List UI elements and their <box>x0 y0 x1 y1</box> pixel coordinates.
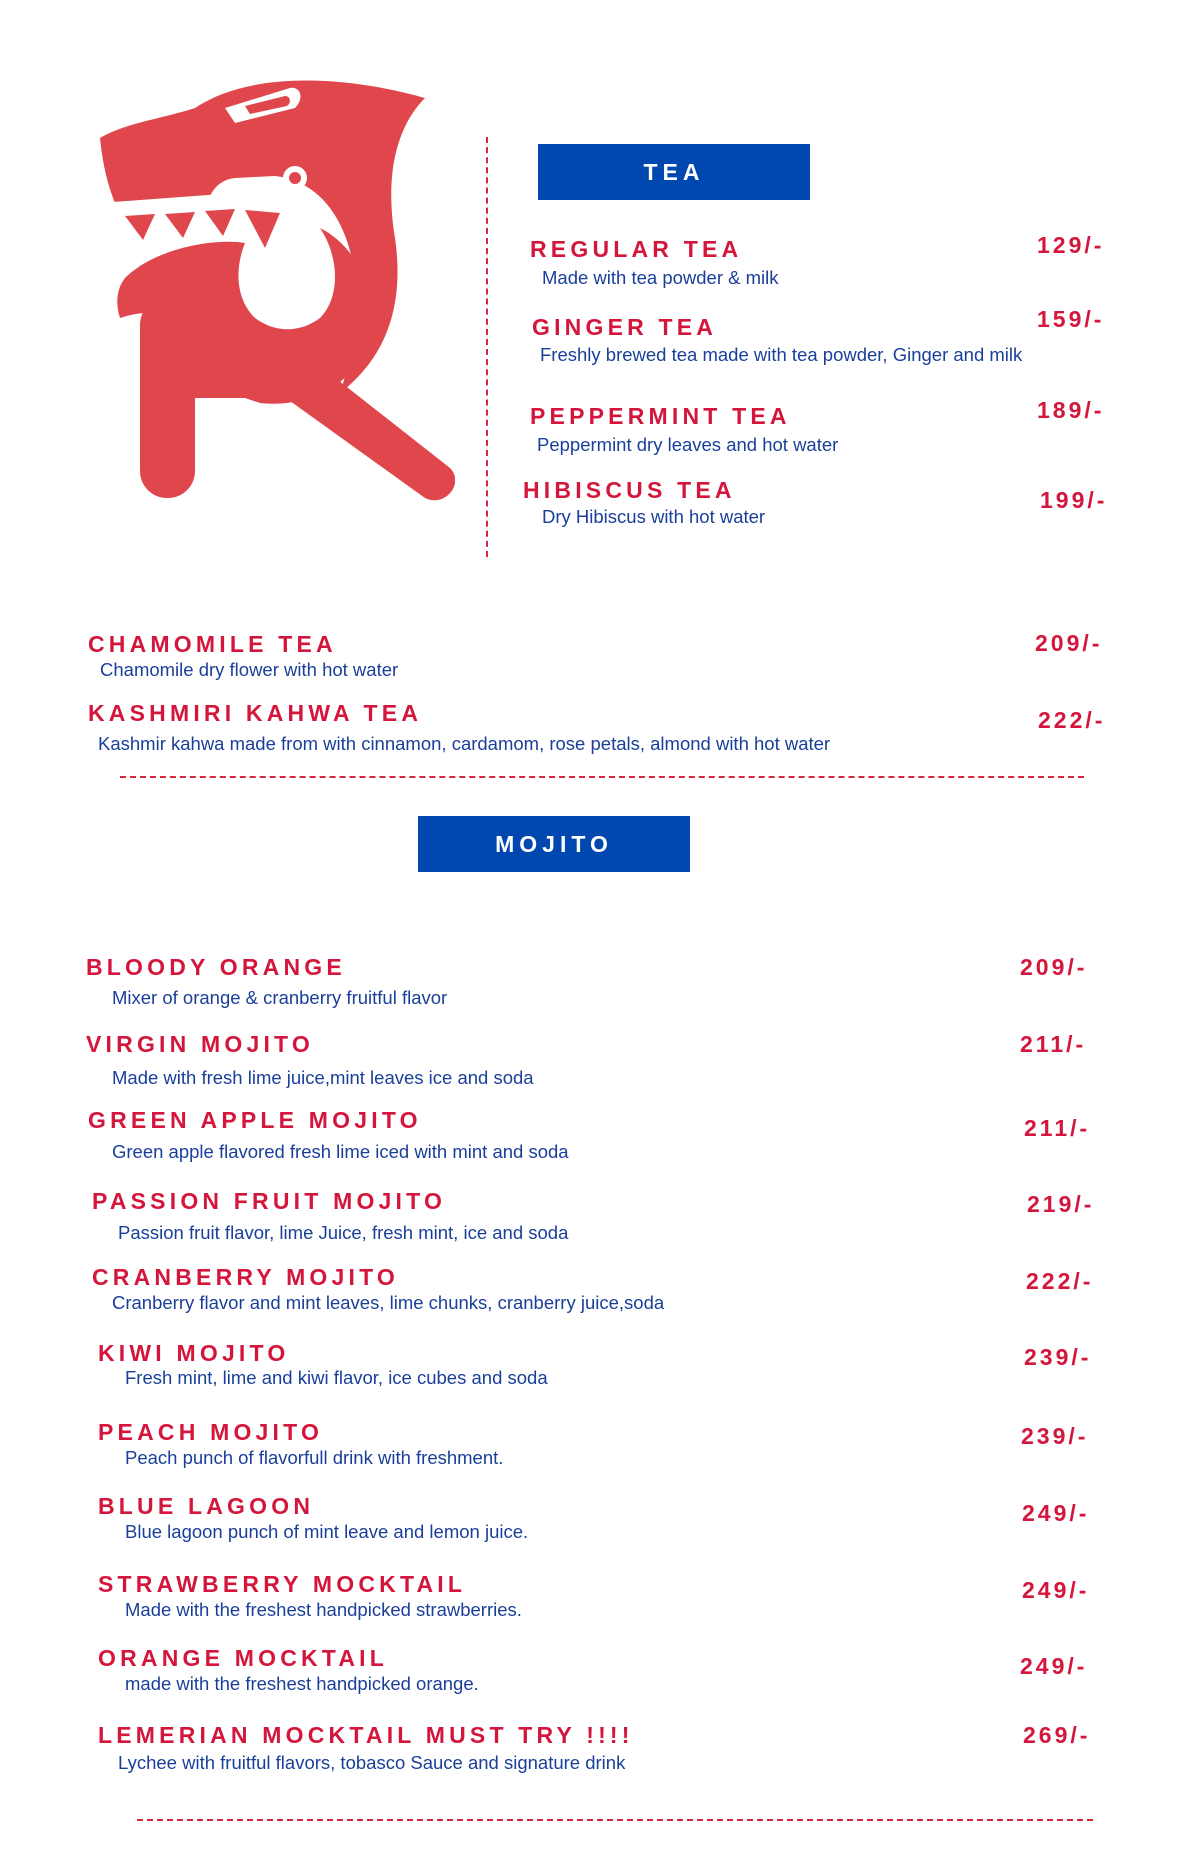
menu-item-description: Made with tea powder & milk <box>542 267 779 288</box>
menu-item-name: STRAWBERRY MOCKTAIL <box>98 1571 467 1597</box>
menu-item-price: 199/- <box>1040 487 1108 513</box>
menu-item-name: KASHMIRI KAHWA TEA <box>88 700 423 726</box>
menu-item-description: Freshly brewed tea made with tea powder, Ginger and milk <box>540 344 1023 365</box>
menu-item-description: made with the freshest handpicked orange. <box>125 1673 479 1694</box>
menu-item-name: CRANBERRY MOJITO <box>92 1264 400 1290</box>
menu-item-description: Made with the freshest handpicked strawberries. <box>125 1599 522 1620</box>
menu-item-name: GINGER TEA <box>532 314 718 340</box>
menu-item-description: Chamomile dry flower with hot water <box>100 659 399 680</box>
dragon-r-logo-icon <box>95 68 455 508</box>
menu-item-name: REGULAR TEA <box>530 236 743 262</box>
menu-item-description: Green apple flavored fresh lime iced with mint and soda <box>112 1141 569 1162</box>
menu-item-price: 209/- <box>1035 630 1103 656</box>
menu-item-description: Fresh mint, lime and kiwi flavor, ice cubes and soda <box>125 1367 548 1388</box>
menu-item-price: 219/- <box>1027 1191 1095 1217</box>
menu-item-price: 209/- <box>1020 954 1088 980</box>
menu-item-price: 189/- <box>1037 397 1105 423</box>
menu-item-price: 239/- <box>1021 1423 1089 1449</box>
menu-item-description: Cranberry flavor and mint leaves, lime chunks, cranberry juice,soda <box>112 1292 665 1313</box>
menu-item-price: 249/- <box>1020 1653 1088 1679</box>
menu-item-description: Dry Hibiscus with hot water <box>542 506 766 527</box>
menu-item-name: GREEN APPLE MOJITO <box>88 1107 422 1133</box>
section-title-mojito: MOJITO <box>495 830 613 857</box>
menu-item-description: Mixer of orange & cranberry fruitful flavor <box>112 987 448 1008</box>
menu-item-price: 129/- <box>1037 232 1105 258</box>
menu-item-name: BLUE LAGOON <box>98 1493 315 1519</box>
menu-item-price: 239/- <box>1024 1344 1092 1370</box>
menu-item-name: KIWI MOJITO <box>98 1340 290 1366</box>
section-header-tea <box>538 144 810 200</box>
menu-item-description: Kashmir kahwa made from with cinnamon, cardamom, rose petals, almond with hot water <box>98 733 831 754</box>
menu-item-price: 211/- <box>1020 1031 1087 1057</box>
menu-item-description: Blue lagoon punch of mint leave and lemon juice. <box>125 1521 529 1542</box>
menu-item-name: PEPPERMINT TEA <box>530 403 791 429</box>
menu-item-name: PASSION FRUIT MOJITO <box>92 1188 447 1214</box>
menu-item-description: Passion fruit flavor, lime Juice, fresh mint, ice and soda <box>118 1222 569 1243</box>
menu-item-description: Peppermint dry leaves and hot water <box>537 434 839 455</box>
menu-item-description: Made with fresh lime juice,mint leaves ice and soda <box>112 1067 534 1088</box>
menu-item-name: VIRGIN MOJITO <box>86 1031 314 1057</box>
menu-item-name: BLOODY ORANGE <box>86 954 346 980</box>
section-header-mojito <box>418 816 690 872</box>
menu-item-price: 249/- <box>1022 1577 1090 1603</box>
brand-logo <box>95 68 455 508</box>
section-dashed-divider <box>120 776 1084 778</box>
menu-item-name: CHAMOMILE TEA <box>88 631 337 657</box>
footer-dashed-divider <box>137 1819 1093 1821</box>
menu-item-name: PEACH MOJITO <box>98 1419 324 1445</box>
menu-item-price: 211/- <box>1024 1115 1091 1141</box>
menu-item-price: 222/- <box>1026 1268 1094 1294</box>
menu-item-name: ORANGE MOCKTAIL <box>98 1645 389 1671</box>
menu-item-price: 222/- <box>1038 707 1106 733</box>
menu-item-name: HIBISCUS TEA <box>523 477 736 503</box>
menu-item-price: 249/- <box>1022 1500 1090 1526</box>
menu-item-price: 159/- <box>1037 306 1105 332</box>
section-title-tea: TEA <box>643 158 705 185</box>
menu-item-description: Peach punch of flavorfull drink with freshment. <box>125 1447 504 1468</box>
menu-item-description: Lychee with fruitful flavors, tobasco Sauce and signature drink <box>118 1752 626 1773</box>
menu-item-price: 269/- <box>1023 1722 1091 1748</box>
vertical-dashed-divider <box>486 137 488 557</box>
menu-item-name: LEMERIAN MOCKTAIL MUST TRY !!!! <box>98 1722 634 1748</box>
